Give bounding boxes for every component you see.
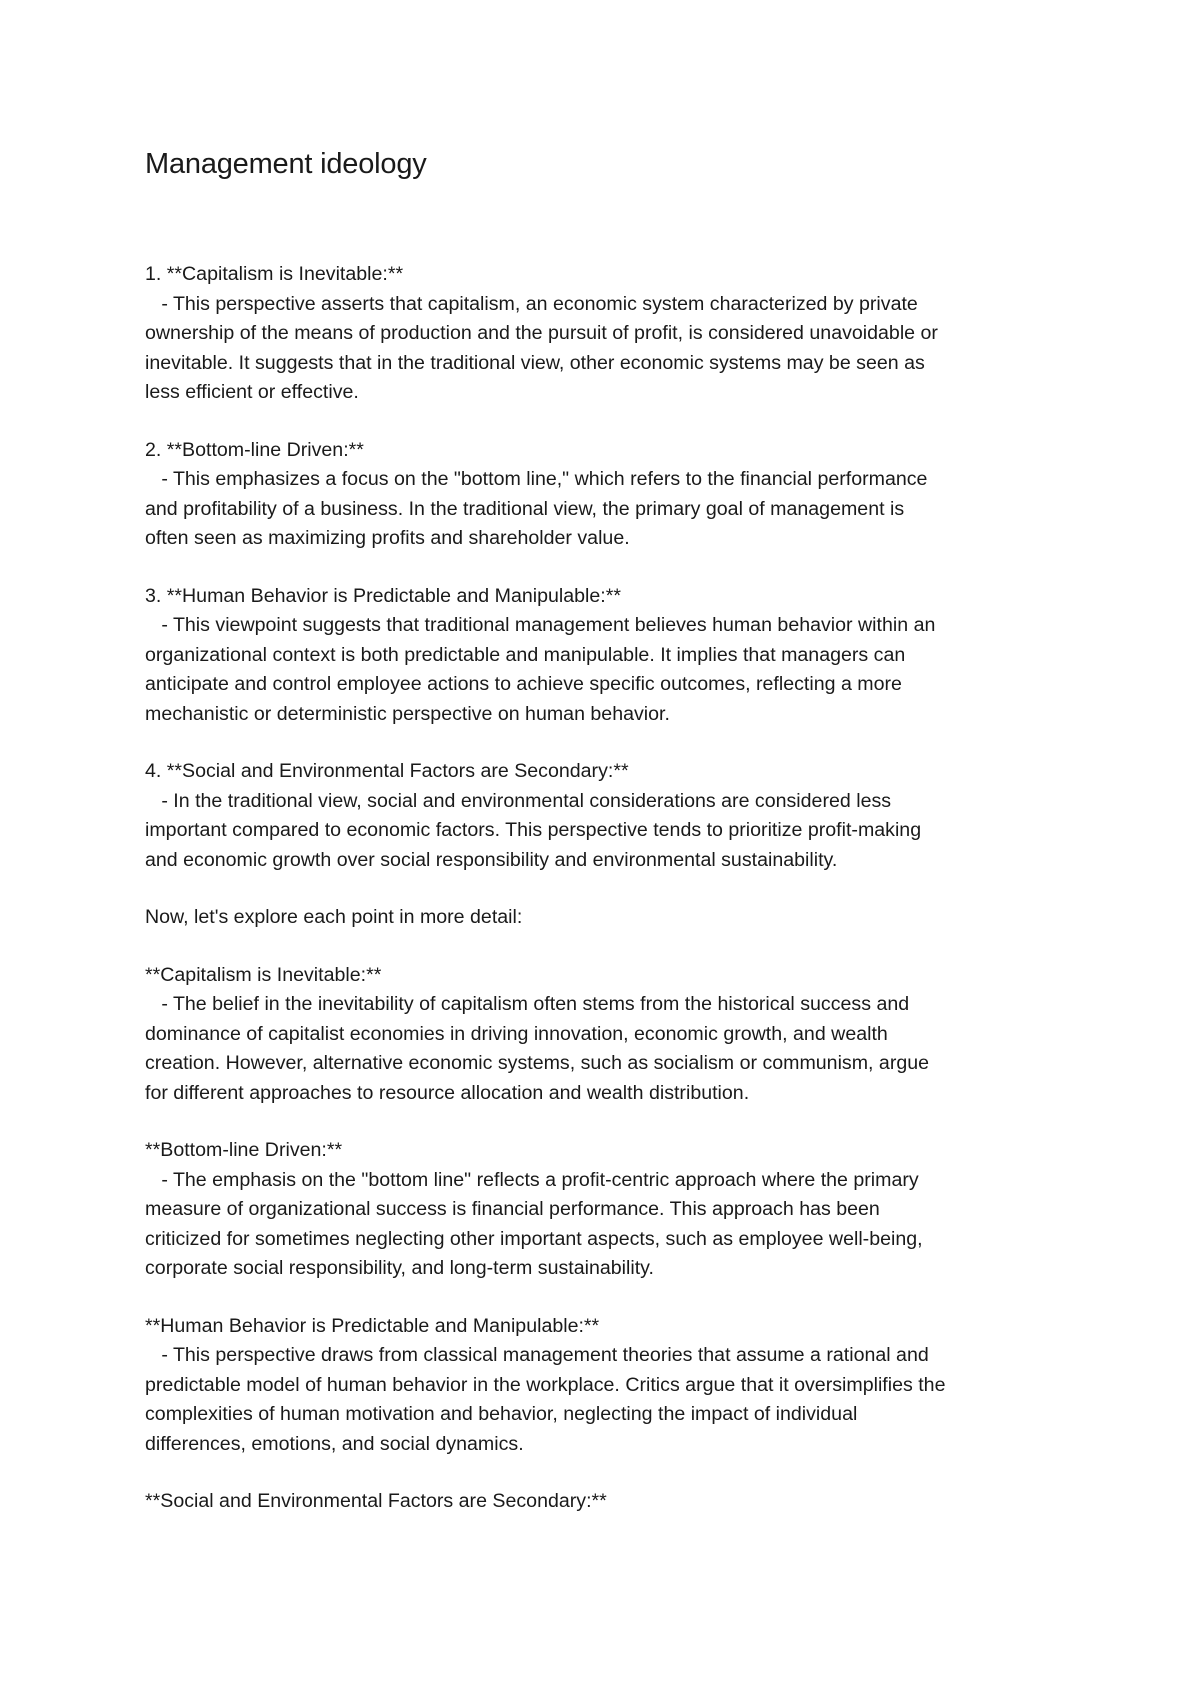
paragraph-line: often seen as maximizing profits and shareholder value. bbox=[145, 527, 630, 549]
document-title: Management ideology bbox=[145, 148, 427, 180]
paragraph-line: mechanistic or deterministic perspective on human behavior. bbox=[145, 702, 670, 725]
paragraph-block bbox=[145, 757, 1080, 875]
paragraph-heading-line: **Social and Environmental Factors are Secondary:** bbox=[145, 1490, 607, 1512]
paragraph-line: dominance of capitalist economies in driving innovation, economic growth, and wealth bbox=[145, 1022, 888, 1045]
paragraph-block bbox=[145, 1487, 1080, 1517]
document-body bbox=[145, 260, 1080, 1517]
paragraph-block bbox=[145, 436, 1080, 554]
paragraph-line: important compared to economic factors. This perspective tends to prioritize profit-making bbox=[145, 819, 922, 841]
paragraph-line: differences, emotions, and social dynamics. bbox=[145, 1432, 524, 1455]
paragraph-line: corporate social responsibility, and long-term sustainability. bbox=[145, 1257, 654, 1279]
paragraph-heading-line: **Bottom-line Driven:** bbox=[145, 1139, 343, 1161]
paragraph-block bbox=[145, 961, 1080, 1109]
paragraph-line: - This emphasizes a focus on the "bottom line," which refers to the financial performance bbox=[145, 468, 928, 490]
paragraph-line: measure of organizational success is financial performance. This approach has been bbox=[145, 1198, 880, 1220]
paragraph-heading-line: **Capitalism is Inevitable:** bbox=[145, 963, 382, 986]
paragraph-line: - In the traditional view, social and environmental considerations are considered less bbox=[145, 789, 892, 812]
paragraph-line: - The belief in the inevitability of capitalism often stems from the historical success and bbox=[145, 993, 910, 1015]
paragraph-heading-line: 4. **Social and Environmental Factors are Secondary:** bbox=[145, 760, 629, 782]
paragraph-heading-line: 3. **Human Behavior is Predictable and Manipulable:** bbox=[145, 584, 621, 607]
paragraph-line: and profitability of a business. In the traditional view, the primary goal of management is bbox=[145, 497, 905, 520]
paragraph-block bbox=[145, 260, 1080, 408]
paragraph-heading-line: Now, let's explore each point in more detail: bbox=[145, 906, 523, 928]
paragraph-line: criticized for sometimes neglecting other important aspects, such as employee well-being, bbox=[145, 1227, 923, 1250]
paragraph-heading-line: 2. **Bottom-line Driven:** bbox=[145, 438, 364, 461]
paragraph-line: for different approaches to resource allocation and wealth distribution. bbox=[145, 1081, 750, 1104]
paragraph-heading-line: 1. **Capitalism is Inevitable:** bbox=[145, 263, 404, 285]
paragraph-line: - This viewpoint suggests that traditional management believes human behavior within an bbox=[145, 614, 936, 636]
paragraph-line: and economic growth over social responsibility and environmental sustainability. bbox=[145, 848, 838, 871]
paragraph-block bbox=[145, 1136, 1080, 1284]
paragraph-line: - This perspective draws from classical management theories that assume a rational and bbox=[145, 1344, 929, 1366]
paragraph-block bbox=[145, 1312, 1080, 1460]
paragraph-line: less efficient or effective. bbox=[145, 381, 359, 403]
paragraph-line: inevitable. It suggests that in the traditional view, other economic systems may be seen as bbox=[145, 351, 925, 374]
paragraph-heading-line: **Human Behavior is Predictable and Manipulable:** bbox=[145, 1314, 600, 1337]
paragraph-line: anticipate and control employee actions to achieve specific outcomes, reflecting a more bbox=[145, 673, 902, 695]
paragraph-line: predictable model of human behavior in the workplace. Critics argue that it oversimplifies the bbox=[145, 1373, 946, 1396]
paragraph-line: creation. However, alternative economic systems, such as socialism or communism, argue bbox=[145, 1052, 930, 1074]
paragraph-block bbox=[145, 582, 1080, 730]
paragraph-line: complexities of human motivation and behavior, neglecting the impact of individual bbox=[145, 1403, 858, 1425]
paragraph-line: ownership of the means of production and the pursuit of profit, is considered unavoidable or bbox=[145, 322, 938, 344]
paragraph-line: - This perspective asserts that capitalism, an economic system characterized by private bbox=[145, 292, 918, 315]
paragraph-block bbox=[145, 903, 1080, 933]
paragraph-line: organizational context is both predictable and manipulable. It implies that managers can bbox=[145, 643, 906, 666]
paragraph-line: - The emphasis on the "bottom line" reflects a profit-centric approach where the primary bbox=[145, 1168, 919, 1191]
